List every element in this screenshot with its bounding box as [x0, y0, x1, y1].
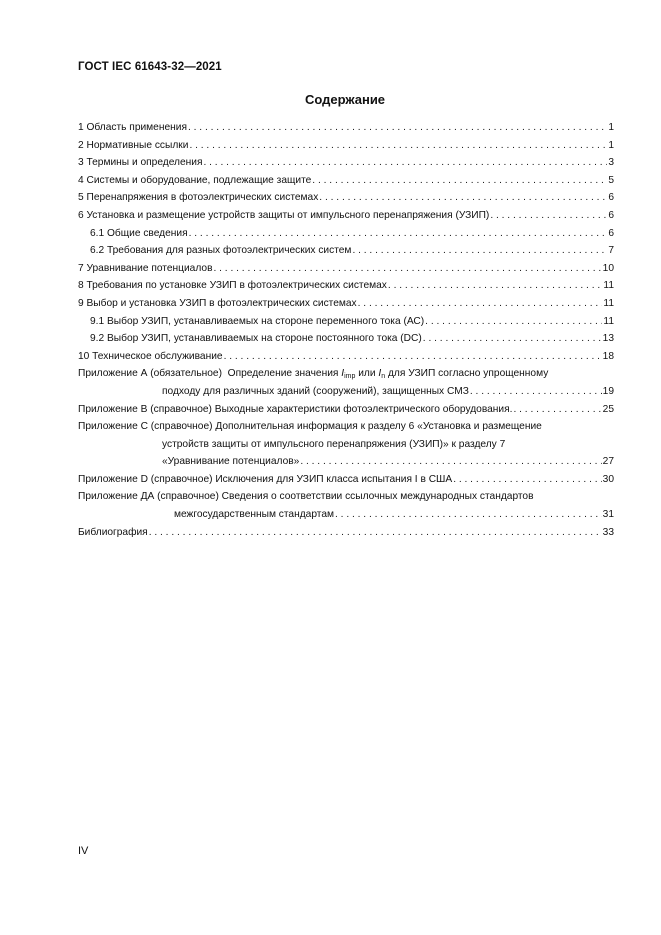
- toc-entry-label: 1 Область применения: [78, 122, 187, 133]
- dot-leader: [149, 526, 602, 540]
- dot-leader: [335, 508, 602, 522]
- toc-entry-label: 9 Выбор и установка УЗИП в фотоэлектрических системах: [78, 297, 357, 309]
- toc-subentry[interactable]: [78, 227, 614, 245]
- toc-entry-page: 25: [602, 403, 614, 415]
- toc-annex-d[interactable]: Приложение D (справочное) Исключения для УЗИП класса испытания I в США . . . 30: [78, 473, 614, 491]
- dot-leader: [513, 403, 601, 417]
- toc-entry-page: 30: [602, 473, 614, 485]
- dot-leader: [425, 315, 602, 329]
- toc-entry-label: 4 Системы и оборудование, подлежащие защите: [78, 174, 312, 186]
- toc-entry-page: 1: [608, 122, 614, 133]
- toc-annex-c-line1[interactable]: Приложение С (справочное) Дополнительная информация к разделу 6 «Установка и размещение: [78, 421, 542, 433]
- dot-leader: [300, 455, 601, 469]
- toc-entry-page: 6: [608, 192, 614, 204]
- table-of-contents: [78, 121, 614, 543]
- toc-entry-page: 19: [602, 385, 614, 397]
- toc-annex-da-line1[interactable]: Приложение ДА (справочное) Сведения о соответствии ссылочных международных стандартов: [78, 491, 534, 503]
- document-header: ГОСТ IEC 61643-32—2021: [78, 61, 222, 73]
- toc-entry-label: 3 Термины и определения: [78, 157, 203, 169]
- toc-annex-a[interactable]: [78, 367, 614, 385]
- toc-entry-label: 6.2 Требования для разных фотоэлектрических систем: [90, 245, 352, 257]
- toc-entry-page: 31: [602, 509, 614, 521]
- toc-entry-label: 6.1 Общие сведения: [90, 227, 188, 239]
- toc-entry[interactable]: [78, 121, 614, 139]
- dot-leader: [189, 139, 607, 153]
- toc-annex-da-line2[interactable]: межгосударственным стандартам . . . 31: [78, 508, 614, 526]
- toc-entry-label: 5 Перенапряжения в фотоэлектрических системах: [78, 192, 319, 204]
- toc-entry-label: 2 Нормативные ссылки: [78, 139, 189, 151]
- toc-entry-page: 3: [608, 157, 614, 169]
- toc-entry-page: 6: [608, 227, 614, 239]
- dot-leader: [188, 121, 607, 135]
- toc-entry[interactable]: [78, 139, 614, 157]
- dot-leader: [319, 191, 607, 205]
- toc-entry-label: 6 Установка и размещение устройств защиты от импульсного перенапряжения (УЗИП): [78, 209, 490, 221]
- toc-entry-page: 10: [602, 262, 614, 274]
- dot-leader: [423, 332, 602, 346]
- toc-entry-label: 9.1 Выбор УЗИП, устанавливаемых на стороне переменного тока (АС): [90, 315, 425, 327]
- dot-leader: [388, 279, 603, 293]
- page-number: IV: [78, 845, 89, 857]
- toc-entry-label: 10 Техническое обслуживание: [78, 350, 223, 362]
- dot-leader: [352, 244, 607, 258]
- toc-entry[interactable]: [78, 156, 614, 174]
- toc-entry-label: 8 Требования по установке УЗИП в фотоэлектрических системах: [78, 280, 387, 292]
- toc-entry[interactable]: [78, 262, 614, 280]
- toc-entry-label: 9.2 Выбор УЗИП, устанавливаемых на стороне постоянного тока (DC): [90, 333, 422, 345]
- toc-entry-page: 7: [608, 245, 614, 257]
- toc-subentry[interactable]: [78, 244, 614, 262]
- dot-leader: [203, 156, 607, 170]
- dot-leader: [490, 209, 607, 223]
- toc-annex-c-line2: устройств защиты от импульсного перенапряжения (УЗИП)» к разделу 7: [162, 438, 506, 450]
- toc-entry-page: 11: [603, 280, 614, 292]
- toc-subentry[interactable]: [78, 315, 614, 333]
- dot-leader: [189, 227, 608, 241]
- toc-annex-c-line3[interactable]: «Уравнивание потенциалов» . . . 27: [78, 455, 614, 473]
- dot-leader: [312, 174, 607, 188]
- dot-leader: [470, 385, 602, 399]
- toc-subentry[interactable]: [78, 332, 614, 350]
- toc-bibliography[interactable]: Библиография . . . 33: [78, 526, 614, 544]
- toc-entry-page: 11: [603, 297, 614, 309]
- dot-leader: [224, 350, 602, 364]
- toc-entry[interactable]: [78, 297, 614, 315]
- dot-leader: [213, 262, 601, 276]
- dot-leader: [358, 297, 603, 311]
- toc-annex-b[interactable]: Приложение В (справочное) Выходные характеристики фотоэлектрического оборудования. . . . 25: [78, 403, 614, 421]
- dot-leader: [453, 473, 601, 487]
- toc-entry-page: 33: [602, 526, 614, 538]
- toc-entry-page: 27: [602, 456, 614, 468]
- toc-entry-page: 11: [603, 315, 614, 327]
- toc-annex-a-line2[interactable]: подходу для различных зданий (сооружений), защищенных СМЗ . . . 19: [78, 385, 614, 403]
- toc-entry[interactable]: [78, 209, 614, 227]
- toc-entry-page: 18: [602, 350, 614, 362]
- toc-entry-label: 7 Уравнивание потенциалов: [78, 262, 213, 274]
- toc-entry[interactable]: [78, 279, 614, 297]
- page-title: Содержание: [304, 92, 386, 107]
- toc-entry[interactable]: [78, 191, 614, 209]
- toc-entry-page: 5: [608, 174, 614, 186]
- toc-annex-a-line1: Приложение А (обязательное) Определение значения $I_{imp}$ или $I_n$ для УЗИП согласно упрощенному: [78, 368, 549, 381]
- toc-entry[interactable]: [78, 350, 614, 368]
- toc-entry-page: 1: [608, 139, 614, 151]
- toc-entry[interactable]: [78, 174, 614, 192]
- toc-entry-page: 6: [608, 209, 614, 221]
- toc-entry-page: 13: [602, 333, 614, 345]
